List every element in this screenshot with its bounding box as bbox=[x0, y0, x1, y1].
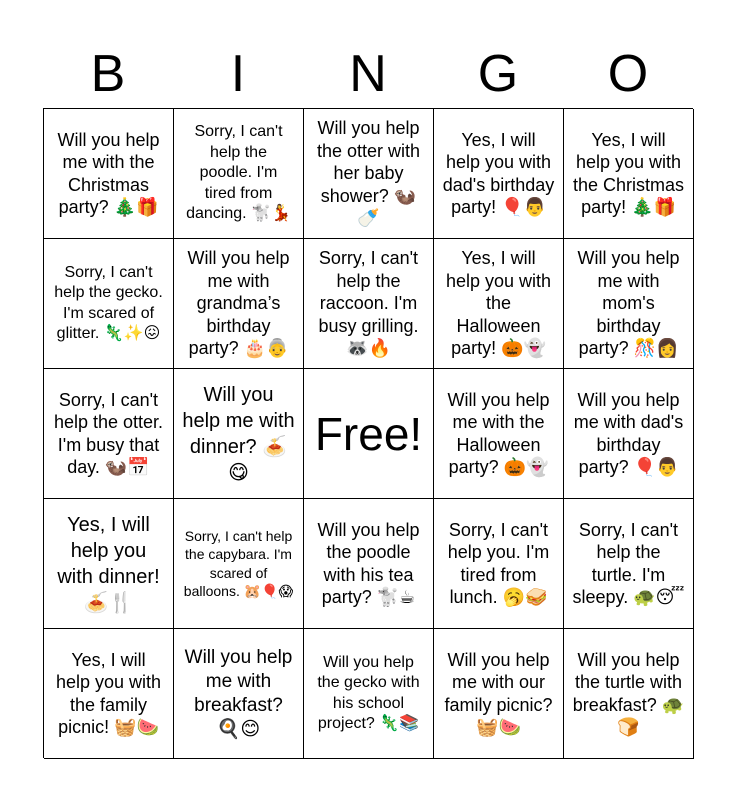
cell-text: Yes, I will help you with the family picnic! 🧺🍉 bbox=[55, 649, 162, 737]
cell-text: Will you help me with the Christmas party? 🎄🎁 bbox=[57, 129, 160, 217]
cell-text: Will you help me with the Halloween party? 🎃👻 bbox=[447, 389, 550, 477]
bingo-cell-r5c5[interactable] bbox=[564, 629, 694, 759]
bingo-cell-r4c3[interactable] bbox=[304, 499, 434, 629]
bingo-cell-r4c4[interactable] bbox=[434, 499, 564, 629]
cell-text: Sorry, I can't help you. I'm tired from lunch. 🥱🥪 bbox=[447, 519, 550, 607]
bingo-cell-r3c2[interactable] bbox=[174, 369, 304, 499]
bingo-cell-r3c1[interactable] bbox=[44, 369, 174, 499]
bingo-cell-r5c1[interactable] bbox=[44, 629, 174, 759]
cell-text: Will you help me with dad's birthday party? 🎈👨 bbox=[573, 389, 684, 477]
cell-text: Will you help me with grandma’s birthday party? 🎂👵 bbox=[187, 248, 290, 359]
bingo-cell-r1c2[interactable] bbox=[174, 109, 304, 239]
bingo-cell-r5c3[interactable] bbox=[304, 629, 434, 759]
bingo-cell-r1c3[interactable] bbox=[304, 109, 434, 239]
cell-text: Sorry, I can't help the otter. I'm busy that day. 🦦📅 bbox=[53, 389, 164, 477]
header-letter-o: O bbox=[607, 45, 649, 103]
bingo-cell-r5c4[interactable] bbox=[434, 629, 564, 759]
cell-text: Will you help me with our family picnic? 🧺🍉 bbox=[444, 649, 553, 737]
cell-text: Will you help me with breakfast? 🍳😊 bbox=[184, 646, 293, 740]
cell-text: Will you help the gecko with his school project? 🦎📚 bbox=[317, 653, 420, 732]
cell-text: Will you help me with mom's birthday party? 🎊👩 bbox=[577, 248, 680, 359]
bingo-cell-r4c5[interactable] bbox=[564, 499, 694, 629]
cell-text: Will you help the otter with her baby shower? 🦦🍼 bbox=[316, 118, 421, 229]
cell-text: Sorry, I can't help the poodle. I'm tired from dancing. 🐩💃 bbox=[186, 123, 291, 223]
bingo-cell-r3c5[interactable] bbox=[564, 369, 694, 499]
bingo-cell-r4c2[interactable] bbox=[174, 499, 304, 629]
bingo-cell-r2c3[interactable] bbox=[304, 239, 434, 369]
bingo-cell-r3c4[interactable] bbox=[434, 369, 564, 499]
cell-text: Sorry, I can't help the turtle. I'm sleepy. 🐢😴 bbox=[572, 519, 685, 607]
cell-text: Sorry, I can't help the capybara. I'm scared of balloons. 🐹🎈😱 bbox=[183, 527, 294, 599]
bingo-cell-free[interactable] bbox=[304, 369, 434, 499]
bingo-cell-r1c5[interactable] bbox=[564, 109, 694, 239]
cell-text: Yes, I will help you with dad's birthday party! 🎈👨 bbox=[442, 129, 555, 217]
bingo-cell-r2c1[interactable] bbox=[44, 239, 174, 369]
cell-text: Sorry, I can't help the gecko. I'm scared of glitter. 🦎✨😖 bbox=[54, 263, 163, 342]
bingo-header bbox=[43, 40, 693, 108]
bingo-cell-r2c2[interactable] bbox=[174, 239, 304, 369]
header-letter-b: B bbox=[90, 45, 126, 103]
header-letter-g: G bbox=[477, 45, 519, 103]
bingo-cell-r2c5[interactable] bbox=[564, 239, 694, 369]
cell-text: Will you help the turtle with breakfast? 🐢🍞 bbox=[572, 649, 685, 737]
free-space-label: Free! bbox=[314, 407, 423, 460]
bingo-cell-r5c2[interactable] bbox=[174, 629, 304, 759]
bingo-cell-r1c1[interactable] bbox=[44, 109, 174, 239]
header-letter-i: I bbox=[230, 45, 246, 103]
bingo-cell-r1c4[interactable] bbox=[434, 109, 564, 239]
cell-text: Yes, I will help you with dinner! 🍝🍴 bbox=[57, 513, 160, 614]
cell-text: Sorry, I can't help the raccoon. I'm busy grilling. 🦝🔥 bbox=[318, 248, 419, 359]
bingo-cell-r4c1[interactable] bbox=[44, 499, 174, 629]
cell-text: Yes, I will help you with the Christmas party! 🎄🎁 bbox=[572, 129, 685, 217]
cell-text: Yes, I will help you with the Halloween party! 🎃👻 bbox=[445, 248, 552, 359]
cell-text: Will you help me with dinner? 🍝😋 bbox=[182, 383, 295, 484]
header-letter-n: N bbox=[349, 45, 387, 103]
cell-text: Will you help the poodle with his tea party? 🐩☕ bbox=[317, 519, 420, 607]
bingo-board bbox=[43, 108, 693, 758]
bingo-cell-r2c4[interactable] bbox=[434, 239, 564, 369]
